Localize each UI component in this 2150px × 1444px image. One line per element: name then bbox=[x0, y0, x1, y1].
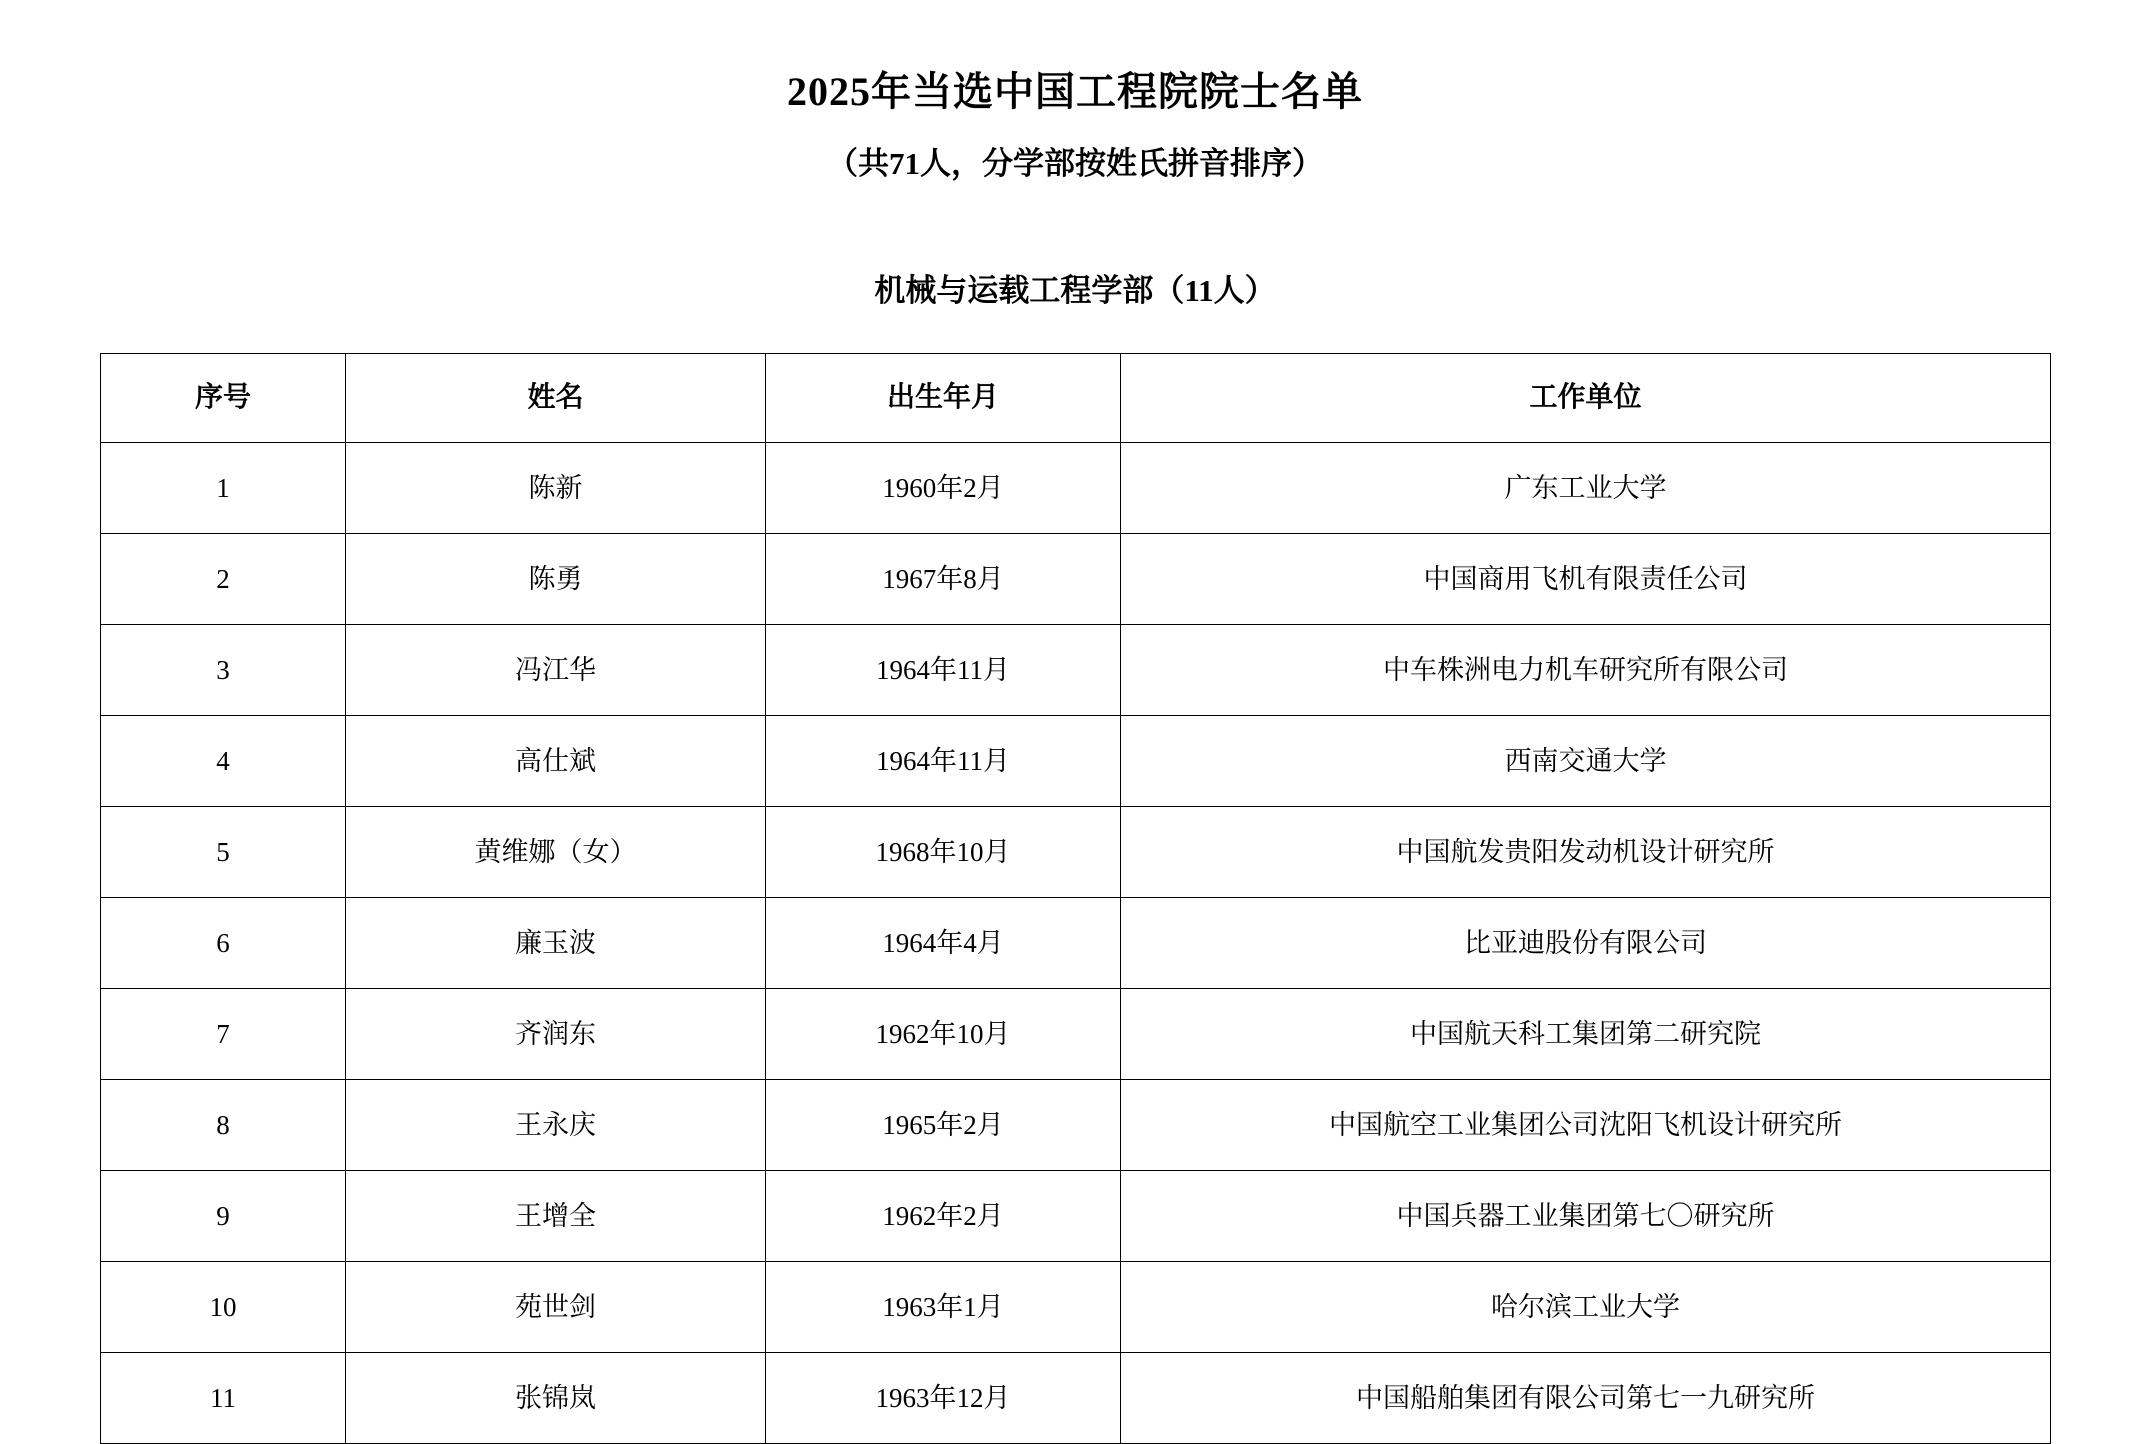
page-title: 2025年当选中国工程院院士名单 bbox=[787, 69, 1363, 114]
table-row bbox=[101, 715, 2051, 806]
cell-name: 苑世剑 bbox=[346, 1261, 766, 1352]
cell-index: 9 bbox=[101, 1170, 346, 1261]
cell-index: 5 bbox=[101, 806, 346, 897]
cell-name: 冯江华 bbox=[346, 624, 766, 715]
cell-organization: 比亚迪股份有限公司 bbox=[1121, 897, 2051, 988]
cell-organization: 广东工业大学 bbox=[1121, 442, 2051, 533]
cell-organization: 中国船舶集团有限公司第七一九研究所 bbox=[1121, 1352, 2051, 1443]
table-row bbox=[101, 1079, 2051, 1170]
cell-organization: 中国兵器工业集团第七〇研究所 bbox=[1121, 1170, 2051, 1261]
column-header-index: 序号 bbox=[101, 353, 346, 442]
cell-birth: 1963年1月 bbox=[766, 1261, 1121, 1352]
cell-birth: 1960年2月 bbox=[766, 442, 1121, 533]
cell-index: 6 bbox=[101, 897, 346, 988]
column-header-name: 姓名 bbox=[346, 353, 766, 442]
cell-birth: 1964年4月 bbox=[766, 897, 1121, 988]
cell-index: 1 bbox=[101, 442, 346, 533]
cell-name: 王永庆 bbox=[346, 1079, 766, 1170]
table-row bbox=[101, 897, 2051, 988]
cell-organization: 哈尔滨工业大学 bbox=[1121, 1261, 2051, 1352]
academician-roster-table bbox=[100, 353, 2051, 1444]
cell-index: 4 bbox=[101, 715, 346, 806]
cell-birth: 1965年2月 bbox=[766, 1079, 1121, 1170]
cell-name: 黄维娜（女） bbox=[346, 806, 766, 897]
table-row bbox=[101, 1352, 2051, 1443]
cell-birth: 1967年8月 bbox=[766, 533, 1121, 624]
column-header-birth: 出生年月 bbox=[766, 353, 1121, 442]
table-row bbox=[101, 533, 2051, 624]
cell-index: 7 bbox=[101, 988, 346, 1079]
table-row bbox=[101, 806, 2051, 897]
cell-birth: 1964年11月 bbox=[766, 624, 1121, 715]
cell-organization: 中国航发贵阳发动机设计研究所 bbox=[1121, 806, 2051, 897]
cell-index: 3 bbox=[101, 624, 346, 715]
cell-birth: 1963年12月 bbox=[766, 1352, 1121, 1443]
cell-name: 王增全 bbox=[346, 1170, 766, 1261]
cell-index: 2 bbox=[101, 533, 346, 624]
cell-birth: 1962年2月 bbox=[766, 1170, 1121, 1261]
cell-name: 陈勇 bbox=[346, 533, 766, 624]
cell-organization: 中国商用飞机有限责任公司 bbox=[1121, 533, 2051, 624]
cell-index: 11 bbox=[101, 1352, 346, 1443]
cell-name: 齐润东 bbox=[346, 988, 766, 1079]
cell-birth: 1962年10月 bbox=[766, 988, 1121, 1079]
table-row bbox=[101, 1170, 2051, 1261]
cell-name: 廉玉波 bbox=[346, 897, 766, 988]
cell-name: 高仕斌 bbox=[346, 715, 766, 806]
cell-organization: 西南交通大学 bbox=[1121, 715, 2051, 806]
cell-organization: 中国航空工业集团公司沈阳飞机设计研究所 bbox=[1121, 1079, 2051, 1170]
table-header-row bbox=[101, 353, 2051, 442]
cell-organization: 中车株洲电力机车研究所有限公司 bbox=[1121, 624, 2051, 715]
table-row bbox=[101, 988, 2051, 1079]
cell-organization: 中国航天科工集团第二研究院 bbox=[1121, 988, 2051, 1079]
table-row bbox=[101, 624, 2051, 715]
cell-birth: 1968年10月 bbox=[766, 806, 1121, 897]
cell-name: 陈新 bbox=[346, 442, 766, 533]
section-title: 机械与运载工程学部（11人） bbox=[874, 273, 1276, 309]
cell-name: 张锦岚 bbox=[346, 1352, 766, 1443]
table-row bbox=[101, 1261, 2051, 1352]
cell-index: 8 bbox=[101, 1079, 346, 1170]
table-row bbox=[101, 442, 2051, 533]
cell-birth: 1964年11月 bbox=[766, 715, 1121, 806]
column-header-organization: 工作单位 bbox=[1121, 353, 2051, 442]
page-subtitle: （共71人，分学部按姓氏拼音排序） bbox=[827, 146, 1323, 181]
cell-index: 10 bbox=[101, 1261, 346, 1352]
